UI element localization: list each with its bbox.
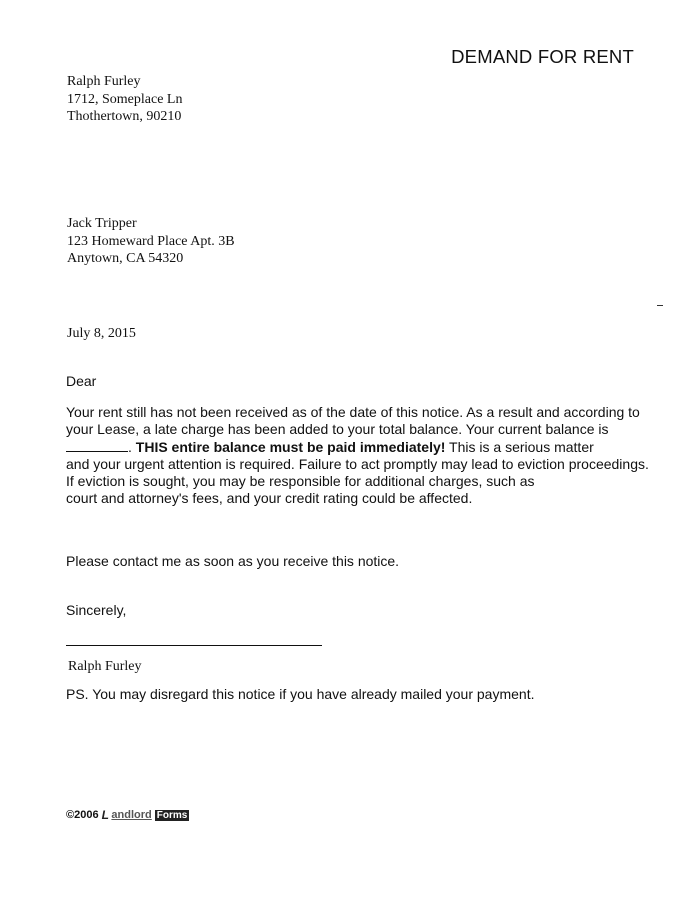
salutation: Dear <box>66 373 97 389</box>
copyright-year: ©2006 <box>66 809 99 821</box>
sender-city: Thothertown, 90210 <box>67 109 182 124</box>
recipient-city: Anytown, CA 54320 <box>67 251 184 266</box>
recipient-street: 123 Homeward Place Apt. 3B <box>67 233 235 249</box>
body-paragraph <box>66 404 649 507</box>
signer-name: Ralph Furley <box>68 659 142 674</box>
stray-mark <box>657 305 663 306</box>
body-line: your Lease, a late charge has been added to your total balance. Your current balance is <box>66 421 609 437</box>
body-line: court and attorney's fees, and your credit rating could be affected. <box>66 490 473 506</box>
bold-warning: THIS entire balance must be paid immediately! <box>135 439 446 455</box>
closing: Sincerely, <box>66 602 127 618</box>
sender-name: Ralph Furley <box>67 74 141 89</box>
sender-street: 1712, Someplace Ln <box>67 91 183 107</box>
recipient-name: Jack Tripper <box>67 216 137 231</box>
landlord-forms-logo: L <box>101 808 109 822</box>
body-line: and your urgent attention is required. Failure to act promptly may lead to eviction proceedings. <box>66 456 649 472</box>
body-line: . THIS entire balance must be paid immediately! This is a serious matter <box>66 438 649 456</box>
contact-line: Please contact me as soon as you receive this notice. <box>66 553 400 569</box>
sender-address <box>67 73 182 126</box>
body-line: If eviction is sought, you may be responsible for additional charges, such as <box>66 473 535 489</box>
recipient-address <box>67 215 235 268</box>
letter-date: July 8, 2015 <box>67 326 136 341</box>
body-line: Your rent still has not been received as of the date of this notice. As a result and according to <box>66 404 640 420</box>
footer-copyright: ©2006 L andlord Forms <box>66 808 188 822</box>
postscript: PS. You may disregard this notice if you have already mailed your payment. <box>66 686 535 702</box>
signature-line <box>66 645 322 646</box>
balance-blank <box>66 438 128 452</box>
document-title: DEMAND FOR RENT <box>451 46 634 67</box>
